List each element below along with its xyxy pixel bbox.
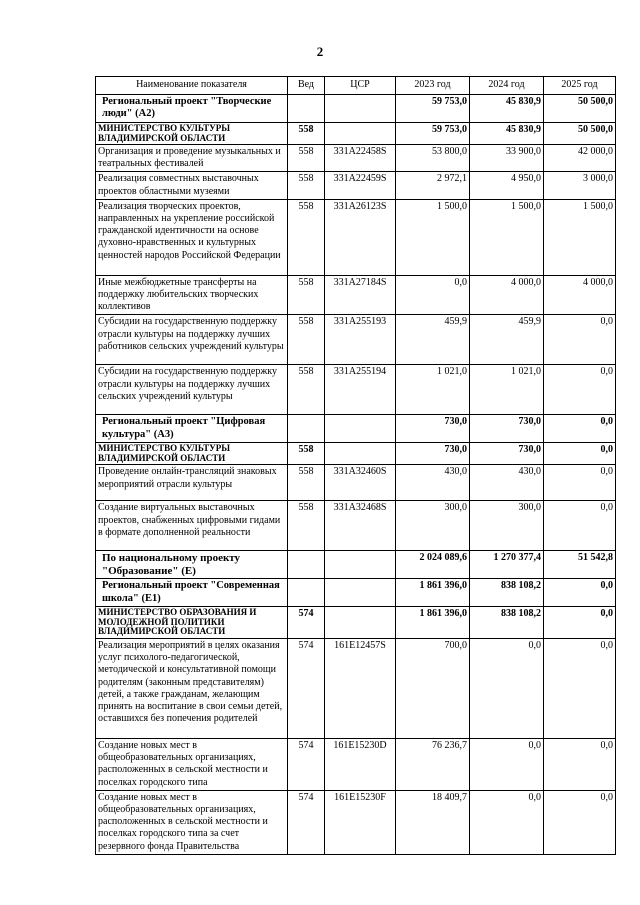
cell-ved bbox=[288, 579, 325, 607]
cell-y2023: 1 861 396,0 bbox=[396, 579, 470, 607]
cell-csr: 161Е15230F bbox=[325, 790, 396, 854]
header-2024: 2024 год bbox=[470, 77, 544, 95]
cell-y2024: 0,0 bbox=[470, 738, 544, 790]
cell-y2023: 18 409,7 bbox=[396, 790, 470, 854]
cell-y2023: 730,0 bbox=[396, 443, 470, 465]
cell-y2024: 838 108,2 bbox=[470, 607, 544, 639]
cell-y2023: 59 753,0 bbox=[396, 123, 470, 145]
cell-ved: 558 bbox=[288, 199, 325, 275]
header-name: Наименование показателя bbox=[96, 77, 288, 95]
cell-ved: 558 bbox=[288, 501, 325, 551]
cell-y2024: 4 000,0 bbox=[470, 275, 544, 315]
ministry-row bbox=[96, 123, 616, 145]
cell-y2024: 0,0 bbox=[470, 790, 544, 854]
cell-y2025: 0,0 bbox=[544, 443, 616, 465]
cell-name: Региональный проект "Творческие люди" (А2) bbox=[96, 95, 288, 123]
cell-y2025: 4 000,0 bbox=[544, 275, 616, 315]
cell-y2024: 45 830,9 bbox=[470, 123, 544, 145]
cell-csr: 331А27184S bbox=[325, 275, 396, 315]
cell-csr bbox=[325, 415, 396, 443]
cell-y2025: 1 500,0 bbox=[544, 199, 616, 275]
cell-y2024: 730,0 bbox=[470, 443, 544, 465]
cell-ved: 574 bbox=[288, 790, 325, 854]
table-row bbox=[96, 465, 616, 501]
cell-name: Создание новых мест в общеобразовательных организациях, расположенных в сельской местности и поселках городского типа за счет резервного фонда Правительства bbox=[96, 790, 288, 854]
cell-ved: 558 bbox=[288, 443, 325, 465]
table-row bbox=[96, 315, 616, 365]
cell-y2023: 430,0 bbox=[396, 465, 470, 501]
cell-csr bbox=[325, 551, 396, 579]
project-row bbox=[96, 579, 616, 607]
cell-y2024: 1 500,0 bbox=[470, 199, 544, 275]
cell-y2023: 53 800,0 bbox=[396, 145, 470, 172]
ministry-row bbox=[96, 607, 616, 639]
cell-y2023: 2 024 089,6 bbox=[396, 551, 470, 579]
cell-y2024: 459,9 bbox=[470, 315, 544, 365]
cell-y2025: 3 000,0 bbox=[544, 172, 616, 199]
cell-y2024: 45 830,9 bbox=[470, 95, 544, 123]
cell-y2025: 0,0 bbox=[544, 415, 616, 443]
cell-csr bbox=[325, 95, 396, 123]
cell-csr: 331А32460S bbox=[325, 465, 396, 501]
table-row bbox=[96, 365, 616, 415]
cell-ved: 574 bbox=[288, 738, 325, 790]
project-row bbox=[96, 415, 616, 443]
cell-name: Региональный проект "Цифровая культура" (А3) bbox=[96, 415, 288, 443]
cell-y2025: 51 542,8 bbox=[544, 551, 616, 579]
header-csr: ЦСР bbox=[325, 77, 396, 95]
cell-ved: 558 bbox=[288, 123, 325, 145]
cell-csr bbox=[325, 607, 396, 639]
cell-csr: 331А32468S bbox=[325, 501, 396, 551]
cell-y2024: 1 270 377,4 bbox=[470, 551, 544, 579]
cell-csr bbox=[325, 443, 396, 465]
cell-y2023: 1 861 396,0 bbox=[396, 607, 470, 639]
cell-name: Проведение онлайн-трансляций знаковых мероприятий отрасли культуры bbox=[96, 465, 288, 501]
cell-y2024: 838 108,2 bbox=[470, 579, 544, 607]
cell-ved: 574 bbox=[288, 607, 325, 639]
cell-y2025: 0,0 bbox=[544, 579, 616, 607]
cell-ved: 558 bbox=[288, 465, 325, 501]
cell-y2024: 4 950,0 bbox=[470, 172, 544, 199]
cell-y2023: 459,9 bbox=[396, 315, 470, 365]
cell-ved bbox=[288, 551, 325, 579]
cell-name: МИНИСТЕРСТВО КУЛЬТУРЫ ВЛАДИМИРСКОЙ ОБЛАСТИ bbox=[96, 443, 288, 465]
cell-name: Иные межбюджетные трансферты на поддержку любительских творческих коллективов bbox=[96, 275, 288, 315]
cell-name: Реализация творческих проектов, направленных на укрепление российской гражданской идентичности на основе духовно-нравственных и культурных ценностей народов Российской Федерации bbox=[96, 199, 288, 275]
cell-y2025: 0,0 bbox=[544, 501, 616, 551]
total-row bbox=[96, 551, 616, 579]
cell-ved: 558 bbox=[288, 172, 325, 199]
cell-y2023: 700,0 bbox=[396, 638, 470, 738]
cell-csr: 161Е15230D bbox=[325, 738, 396, 790]
cell-y2025: 0,0 bbox=[544, 607, 616, 639]
cell-csr bbox=[325, 123, 396, 145]
cell-y2025: 0,0 bbox=[544, 465, 616, 501]
table-row bbox=[96, 790, 616, 854]
cell-ved: 558 bbox=[288, 315, 325, 365]
cell-name: Субсидии на государственную поддержку отрасли культуры на поддержку лучших работников сельских учреждений культуры bbox=[96, 315, 288, 365]
cell-y2024: 1 021,0 bbox=[470, 365, 544, 415]
cell-y2023: 2 972,1 bbox=[396, 172, 470, 199]
cell-y2025: 0,0 bbox=[544, 738, 616, 790]
cell-y2023: 730,0 bbox=[396, 415, 470, 443]
cell-y2025: 50 500,0 bbox=[544, 95, 616, 123]
cell-name: Реализация совместных выставочных проектов областными музеями bbox=[96, 172, 288, 199]
header-2025: 2025 год bbox=[544, 77, 616, 95]
cell-name: Организация и проведение музыкальных и театральных фестивалей bbox=[96, 145, 288, 172]
cell-y2023: 1 500,0 bbox=[396, 199, 470, 275]
table-row bbox=[96, 738, 616, 790]
cell-csr: 331А22458S bbox=[325, 145, 396, 172]
cell-y2025: 50 500,0 bbox=[544, 123, 616, 145]
cell-ved: 574 bbox=[288, 638, 325, 738]
table-row bbox=[96, 172, 616, 199]
header-ved: Вед bbox=[288, 77, 325, 95]
cell-name: МИНИСТЕРСТВО ОБРАЗОВАНИЯ И МОЛОДЕЖНОЙ ПОЛИТИКИ ВЛАДИМИРСКОЙ ОБЛАСТИ bbox=[96, 607, 288, 639]
cell-csr: 161Е12457S bbox=[325, 638, 396, 738]
cell-y2023: 1 021,0 bbox=[396, 365, 470, 415]
cell-y2025: 42 000,0 bbox=[544, 145, 616, 172]
header-2023: 2023 год bbox=[396, 77, 470, 95]
cell-csr bbox=[325, 579, 396, 607]
cell-ved: 558 bbox=[288, 365, 325, 415]
budget-table bbox=[95, 76, 616, 855]
table-row bbox=[96, 501, 616, 551]
cell-y2025: 0,0 bbox=[544, 315, 616, 365]
table-row bbox=[96, 145, 616, 172]
cell-y2025: 0,0 bbox=[544, 365, 616, 415]
cell-y2023: 59 753,0 bbox=[396, 95, 470, 123]
cell-csr: 331А255194 bbox=[325, 365, 396, 415]
table-row bbox=[96, 275, 616, 315]
cell-csr: 331А22459S bbox=[325, 172, 396, 199]
cell-name: МИНИСТЕРСТВО КУЛЬТУРЫ ВЛАДИМИРСКОЙ ОБЛАСТИ bbox=[96, 123, 288, 145]
cell-y2025: 0,0 bbox=[544, 790, 616, 854]
cell-name: По национальному проекту "Образование" (Е) bbox=[96, 551, 288, 579]
cell-y2025: 0,0 bbox=[544, 638, 616, 738]
page-number: 2 bbox=[316, 44, 324, 59]
cell-y2024: 0,0 bbox=[470, 638, 544, 738]
cell-y2024: 430,0 bbox=[470, 465, 544, 501]
cell-ved: 558 bbox=[288, 275, 325, 315]
cell-name: Создание виртуальных выставочных проектов, снабженных цифровыми гидами в формате дополненной реальности bbox=[96, 501, 288, 551]
cell-y2023: 0,0 bbox=[396, 275, 470, 315]
table-body bbox=[96, 95, 616, 855]
cell-name: Субсидии на государственную поддержку отрасли культуры на поддержку лучших сельских учреждений культуры bbox=[96, 365, 288, 415]
cell-name: Реализация мероприятий в целях оказания услуг психолого-педагогической, методической и консультативной помощи родителям (законным представителям) детей, а также гражданам, желающим принять на воспитание в свои семьи детей, оставшихся без попечения родителей bbox=[96, 638, 288, 738]
cell-ved bbox=[288, 95, 325, 123]
cell-name: Создание новых мест в общеобразовательных организациях, расположенных в сельской местности и поселках городского типа bbox=[96, 738, 288, 790]
table-row bbox=[96, 199, 616, 275]
cell-csr: 331А26123S bbox=[325, 199, 396, 275]
cell-y2023: 300,0 bbox=[396, 501, 470, 551]
cell-name: Региональный проект "Современная школа" (Е1) bbox=[96, 579, 288, 607]
project-row bbox=[96, 95, 616, 123]
cell-y2023: 76 236,7 bbox=[396, 738, 470, 790]
cell-y2024: 730,0 bbox=[470, 415, 544, 443]
cell-y2024: 300,0 bbox=[470, 501, 544, 551]
table-header-row bbox=[96, 77, 616, 95]
table-row bbox=[96, 638, 616, 738]
cell-csr: 331А255193 bbox=[325, 315, 396, 365]
cell-ved bbox=[288, 415, 325, 443]
cell-y2024: 33 900,0 bbox=[470, 145, 544, 172]
ministry-row bbox=[96, 443, 616, 465]
cell-ved: 558 bbox=[288, 145, 325, 172]
